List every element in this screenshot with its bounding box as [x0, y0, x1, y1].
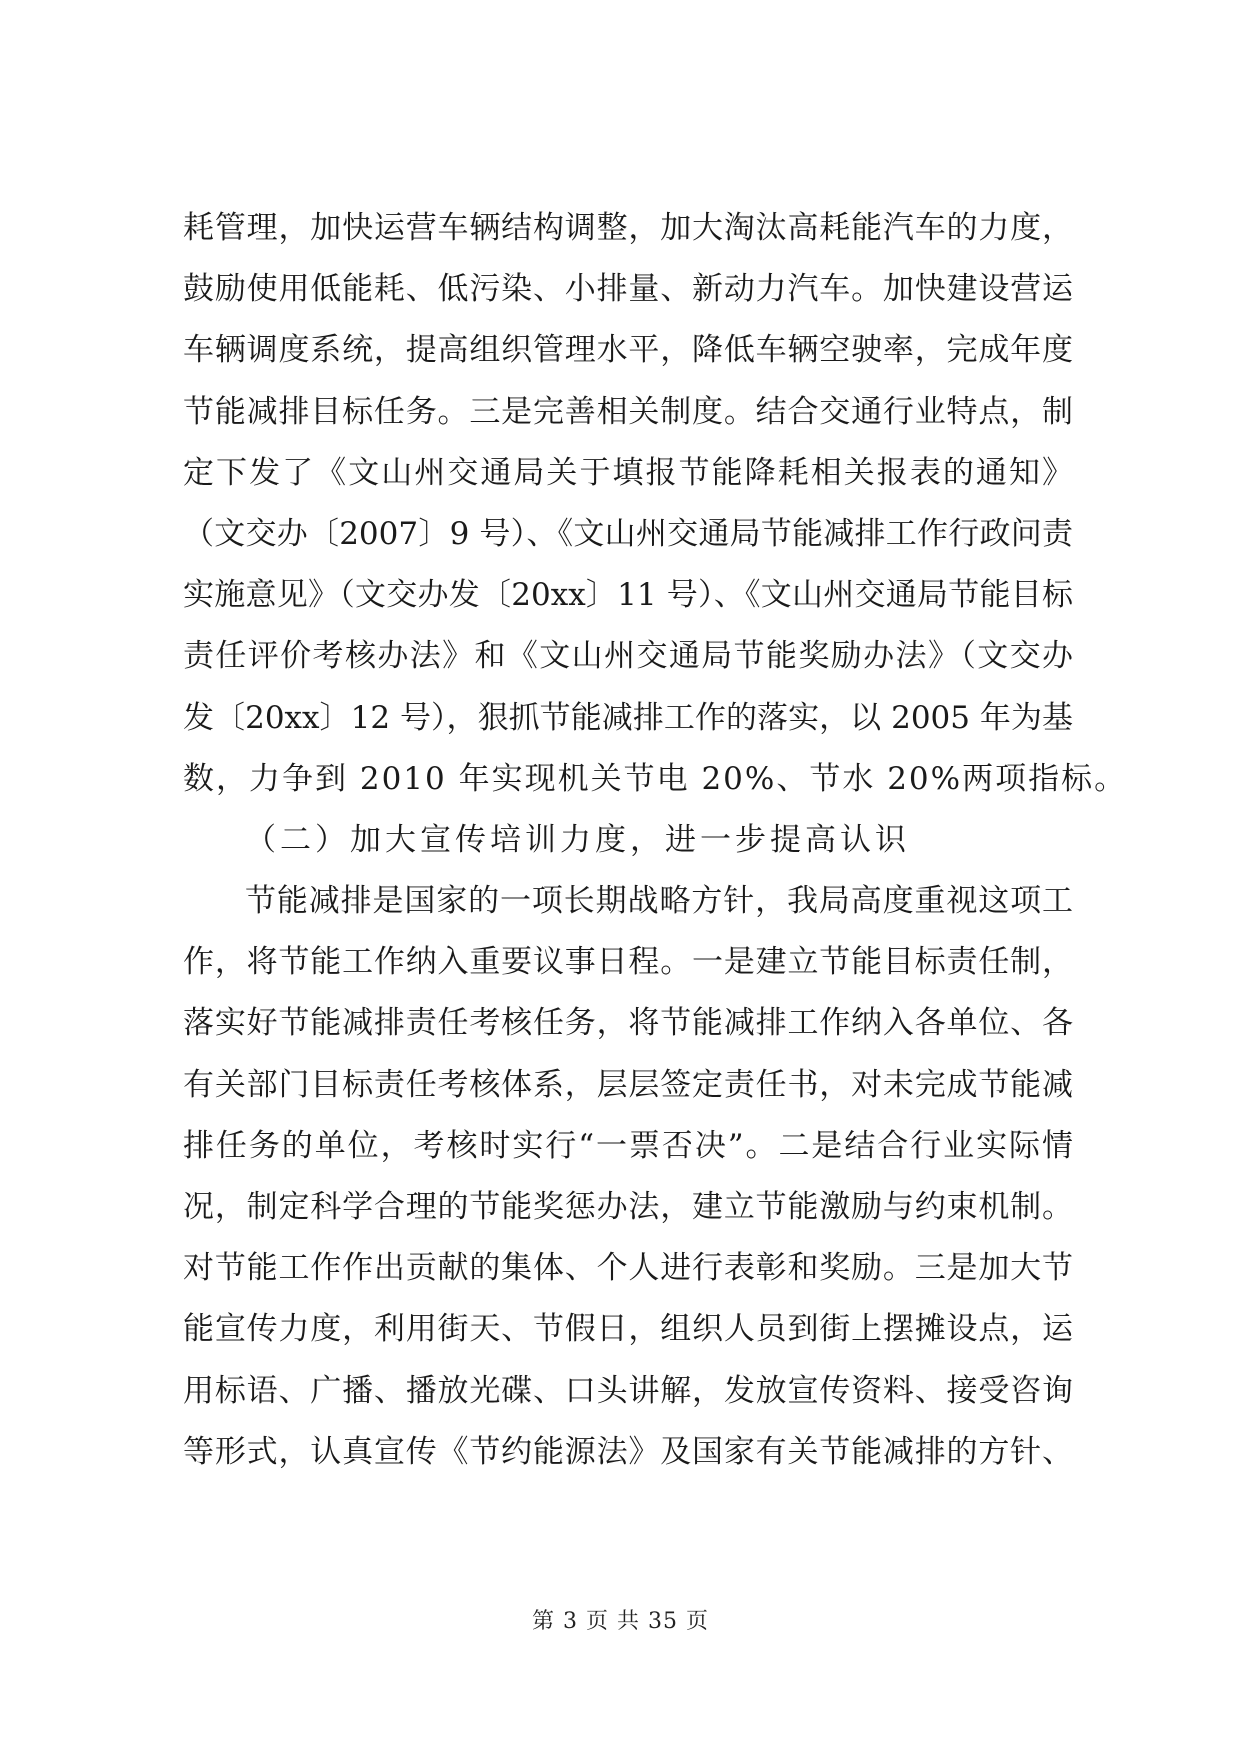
text-line: 鼓励使用低能耗、低污染、小排量、新动力汽车。加快建设营运	[183, 271, 1073, 308]
text-line: 有关部门目标责任考核体系，层层签定责任书，对未完成节能减	[183, 1066, 1073, 1103]
text-line: 等形式，认真宣传《节约能源法》及国家有关节能减排的方针、	[183, 1433, 1073, 1470]
text-line: 车辆调度系统，提高组织管理水平，降低车辆空驶率，完成年度	[183, 332, 1073, 369]
text-line: 况，制定科学合理的节能奖惩办法，建立节能激励与约束机制。	[183, 1189, 1073, 1225]
text-line: 用标语、广播、播放光碟、口头讲解，发放宣传资料、接受咨询	[183, 1372, 1073, 1409]
text-line: 发〔20xx〕12 号），狠抓节能减排工作的落实，以 2005 年为基	[183, 699, 1073, 736]
text-line: 落实好节能减排责任考核任务，将节能减排工作纳入各单位、各	[183, 1005, 1073, 1042]
text-line: 节能减排目标任务。三是完善相关制度。结合交通行业特点，制	[183, 393, 1073, 430]
text-line: 数，力争到 2010 年实现机关节电 20%、节水 20%两项指标。	[183, 760, 1128, 797]
text-line: 对节能工作作出贡献的集体、个人进行表彰和奖励。三是加大节	[183, 1250, 1073, 1287]
text-line: 节能减排是国家的一项长期战略方针，我局高度重视这项工	[245, 883, 1073, 920]
body-text	[183, 198, 1128, 1483]
text-line: 责任评价考核办法》和《文山州交通局节能奖励办法》（文交办	[183, 638, 1073, 675]
text-line: 实施意见》（文交办发〔20xx〕11 号）、《文山州交通局节能目标	[183, 577, 1073, 614]
text-line: 能宣传力度，利用街天、节假日，组织人员到街上摆摊设点，运	[183, 1311, 1073, 1348]
text-line: 定下发了《文山州交通局关于填报节能降耗相关报表的通知》	[183, 454, 1073, 491]
text-line: 耗管理，加快运营车辆结构调整，加大淘汰高耗能汽车的力度，	[183, 210, 1073, 246]
section-heading: （二）加大宣传培训力度，进一步提高认识	[245, 821, 910, 858]
text-line: （文交办〔2007〕9 号）、《文山州交通局节能减排工作行政问责	[183, 515, 1073, 552]
text-line: 作，将节能工作纳入重要议事日程。一是建立节能目标责任制，	[183, 944, 1073, 981]
text-line: 排任务的单位，考核时实行“一票否决”。二是结合行业实际情	[183, 1127, 1073, 1164]
page-number-footer: 第 3 页 共 35 页	[532, 1609, 709, 1634]
